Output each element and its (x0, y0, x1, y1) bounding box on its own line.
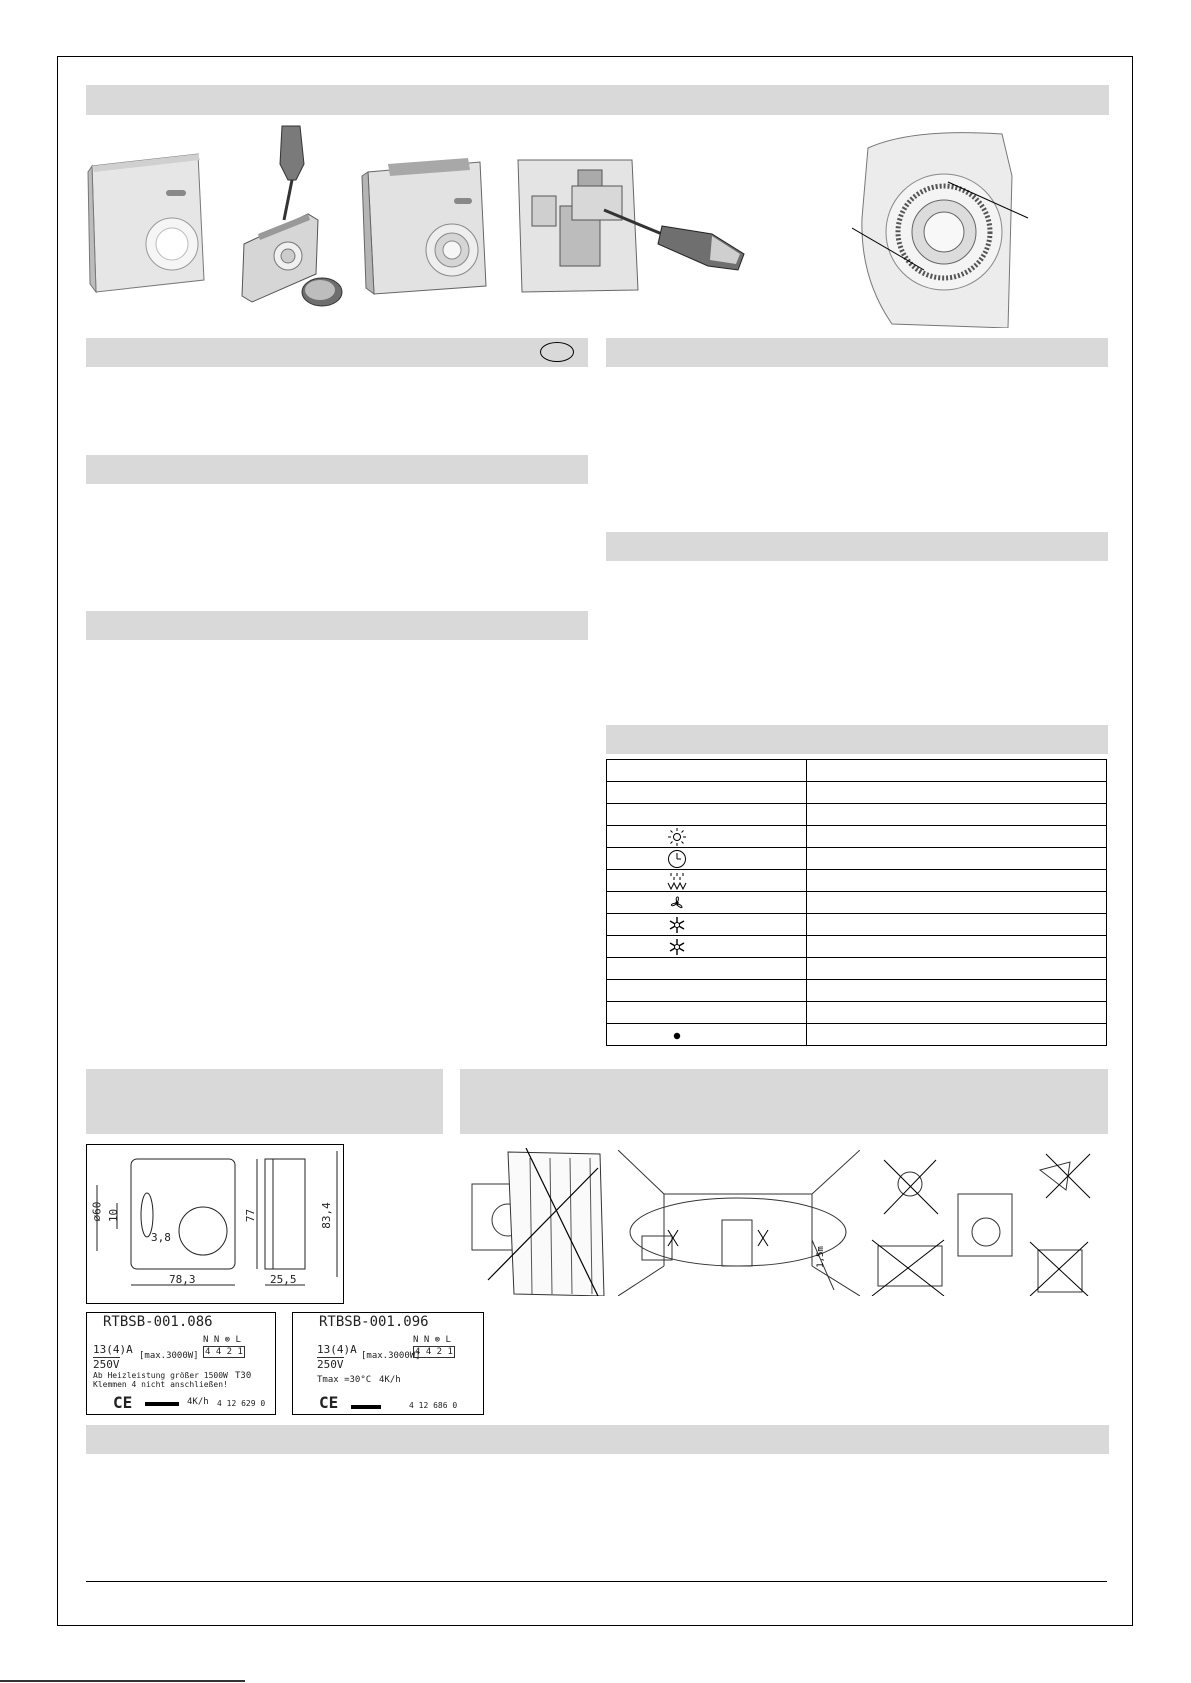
installation-room-placement-illustration (618, 1150, 860, 1296)
label-power: [max.3000W] (139, 1351, 199, 1361)
footer-rule (86, 1581, 1107, 1582)
page-edge-line (0, 1680, 245, 1682)
spec-cell-value (807, 1002, 1107, 1024)
sun-icon (667, 827, 687, 847)
spec-row (607, 958, 1107, 980)
spec-cell-value (807, 826, 1107, 848)
spec-row (607, 848, 1107, 870)
clock-icon (667, 849, 687, 869)
spec-cell-label (607, 1002, 807, 1024)
spec-table (606, 759, 1107, 1046)
dim-width: 78,3 (169, 1273, 196, 1286)
spec-row (607, 804, 1107, 826)
installation-avoid-heat-sources-illustration (870, 1150, 1096, 1296)
spec-cell-value (807, 936, 1107, 958)
heating-element-icon (667, 871, 687, 891)
label-code: 4 12 629 0 (217, 1399, 266, 1408)
dial-adjustment-closeup-illustration (852, 128, 1034, 328)
rating-label-086 (86, 1312, 276, 1415)
spec-cell-value (807, 848, 1107, 870)
section-bar-right-1 (606, 338, 1108, 367)
dim-height: 77 (244, 1208, 258, 1223)
spec-cell-value (807, 892, 1107, 914)
installation-do-not-behind-curtain-illustration (470, 1148, 612, 1296)
snowflake-icon (667, 915, 687, 935)
section-bar-left-2 (86, 455, 588, 484)
spec-row (607, 980, 1107, 1002)
label-rate: 4K/h (187, 1397, 209, 1407)
label-terminal-numbers: 4 4 2 1 (415, 1347, 453, 1357)
section-bar-right-3 (606, 725, 1108, 754)
dim-height-total: 83,4 (319, 1202, 333, 1229)
spec-cell-label (607, 848, 807, 870)
spec-row (607, 1002, 1107, 1024)
spec-cell-label (607, 1024, 807, 1046)
spec-cell-label (607, 782, 807, 804)
snowflake-icon (667, 937, 687, 957)
spec-row (607, 914, 1107, 936)
label-terminal-numbers: 4 4 2 1 (205, 1347, 243, 1357)
fan-icon (667, 893, 687, 913)
rating-label-096 (292, 1312, 484, 1415)
label-temp: T30 (235, 1371, 252, 1381)
label-model: RTBSB-001.096 (319, 1314, 429, 1330)
label-terminals: N N ⊗ L (413, 1335, 451, 1345)
thermostat-open-illustration (358, 158, 492, 298)
spec-cell-label (607, 936, 807, 958)
dim-spacing: 10 (107, 1208, 121, 1223)
spec-cell-label (607, 870, 807, 892)
label-voltage: 250V (317, 1358, 344, 1371)
label-power: [max.3000W] (361, 1351, 421, 1361)
label-note-1: Ab Heizleistung größer 1500W (93, 1371, 228, 1380)
spec-cell-value (807, 760, 1107, 782)
install-height-mark: 1,5m (815, 1246, 826, 1268)
barcode-bar (145, 1402, 179, 1406)
spec-row (607, 782, 1107, 804)
spec-row (607, 1024, 1107, 1046)
section-bar-right-2 (606, 532, 1108, 561)
spec-cell-value (807, 914, 1107, 936)
moon-icon (667, 1003, 687, 1023)
spec-cell-label (607, 980, 807, 1002)
dim-depth: 25,5 (270, 1273, 297, 1286)
dim-diameter: ⌀60 (90, 1201, 104, 1222)
spec-row (607, 936, 1107, 958)
label-model: RTBSB-001.086 (103, 1314, 213, 1330)
ce-mark: CE (319, 1393, 339, 1412)
bottom-section-bar (86, 1425, 1109, 1454)
spec-row (607, 892, 1107, 914)
spec-row (607, 760, 1107, 782)
spec-cell-value (807, 958, 1107, 980)
dimensions-section-bar (86, 1069, 443, 1134)
thermostat-interior-wiring-illustration (512, 156, 748, 296)
installation-section-bar (460, 1069, 1108, 1134)
screwdriver-cover-removal-illustration (238, 124, 348, 314)
header-bar (86, 85, 1109, 115)
label-note-2: Klemmen 4 nicht anschließen! (93, 1380, 228, 1389)
spec-cell-label (607, 892, 807, 914)
spec-cell-label (607, 914, 807, 936)
label-code: 4 12 686 0 (409, 1401, 458, 1410)
spec-cell-label (607, 804, 807, 826)
spec-cell-value (807, 804, 1107, 826)
spec-cell-label (607, 958, 807, 980)
section-bar-left-3 (86, 611, 588, 640)
label-current: 13(4)A (93, 1343, 133, 1356)
label-current: 13(4)A (317, 1343, 357, 1356)
spec-cell-label (607, 760, 807, 782)
spec-cell-label (607, 826, 807, 848)
dim-hole: 3,8 (151, 1231, 171, 1244)
label-terminals: N N ⊗ L (203, 1335, 241, 1345)
thermostat-front-illustration (86, 152, 208, 294)
label-rate: 4K/h (379, 1375, 401, 1385)
section-bar-left-1 (86, 338, 588, 367)
spec-cell-value (807, 980, 1107, 1002)
spec-cell-value (807, 870, 1107, 892)
label-tmax: Tmax =30°C (317, 1375, 372, 1385)
barcode-bar (351, 1405, 381, 1409)
spec-cell-value (807, 782, 1107, 804)
ce-mark: CE (113, 1393, 133, 1412)
spec-cell-value (807, 1024, 1107, 1046)
label-voltage: 250V (93, 1358, 120, 1371)
language-badge (540, 342, 574, 362)
spec-row (607, 826, 1107, 848)
spec-row (607, 870, 1107, 892)
dimension-drawing (86, 1144, 344, 1304)
dot-icon (667, 1025, 687, 1045)
